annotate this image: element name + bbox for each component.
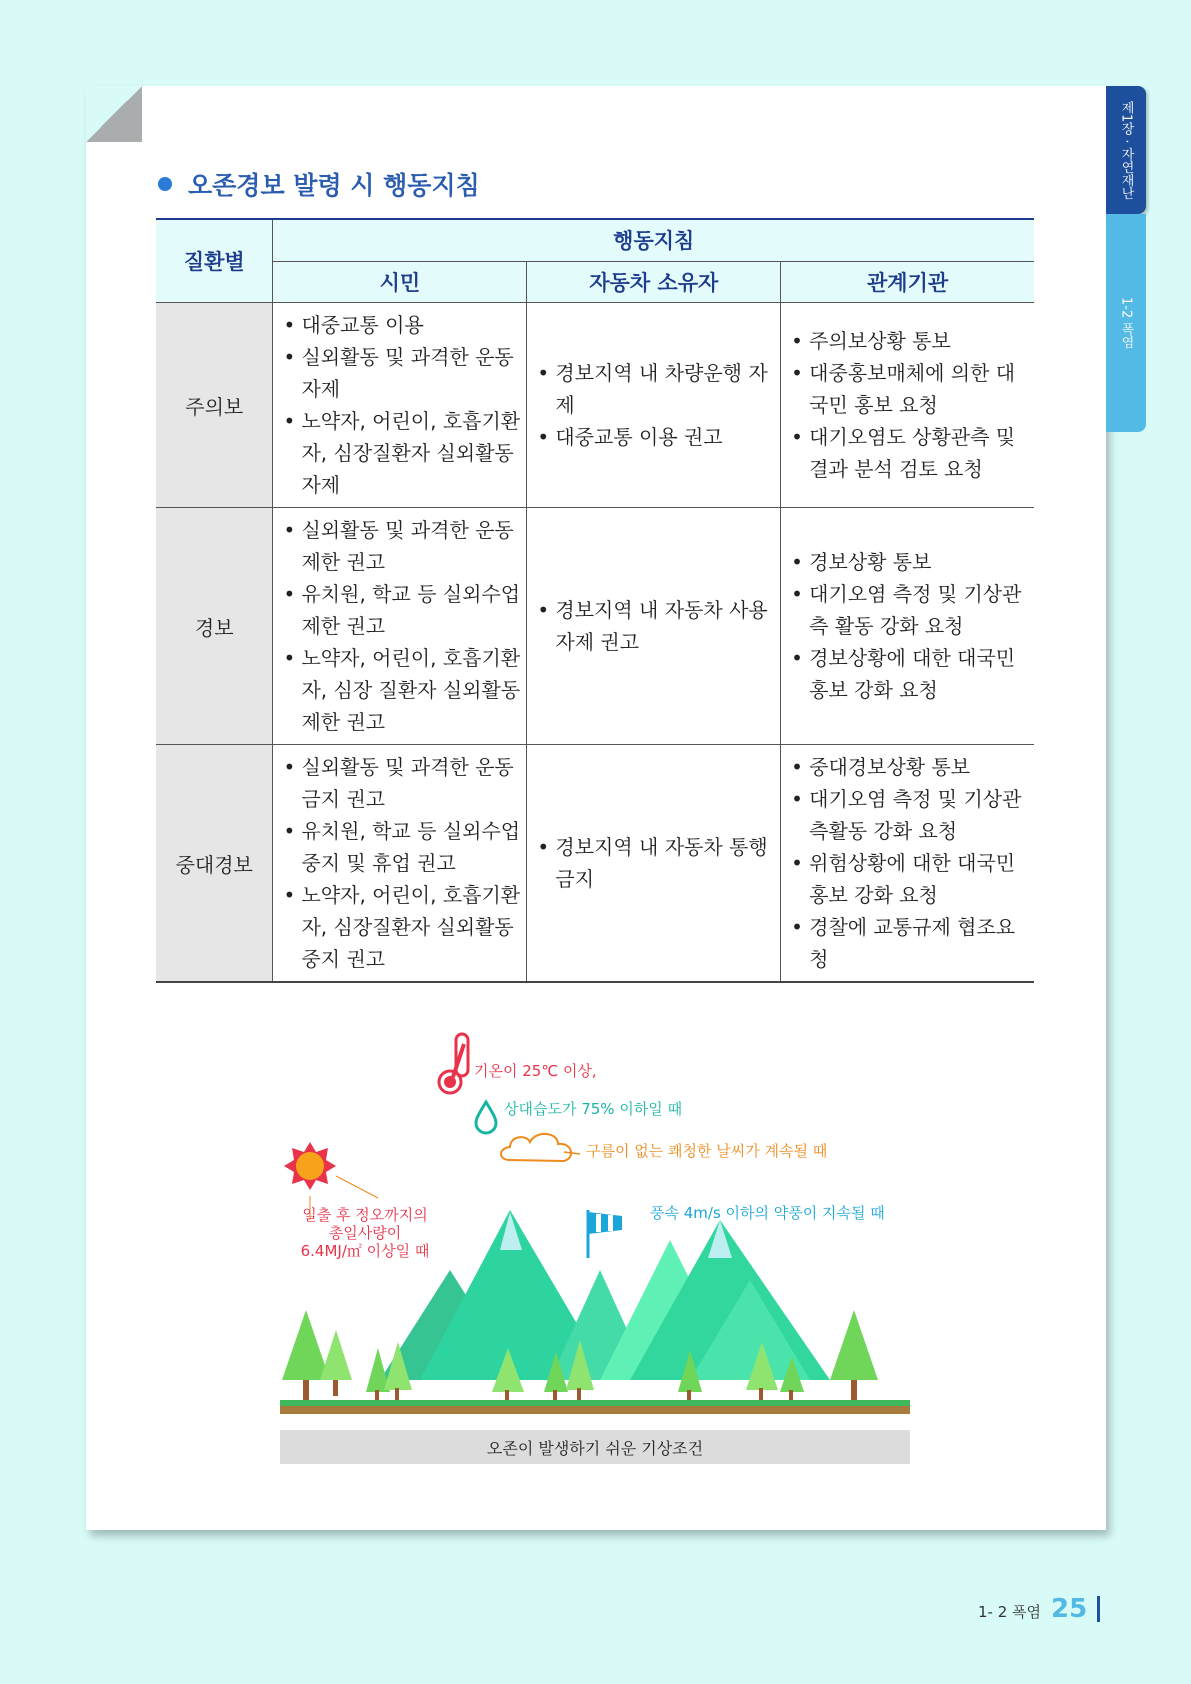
header-car: 자동차 소유자 <box>527 261 781 303</box>
temp-label: 기온이 25℃ 이상, <box>474 1062 597 1080</box>
humidity-label: 상대습도가 75% 이하일 때 <box>504 1100 683 1118</box>
level-cell: 주의보 <box>156 303 273 508</box>
citizen-cell <box>273 745 527 983</box>
list-item: • 실외활동 및 과격한 운동 자제 <box>283 341 520 405</box>
list-item: • 경보상황에 대한 대국민 홍보 강화 요청 <box>791 642 1028 706</box>
bullet-dot-icon <box>158 177 172 191</box>
action-guide-table <box>156 218 1034 983</box>
list-item: • 주의보상황 통보 <box>791 325 1028 357</box>
list-item: • 대기오염 측정 및 기상관측 활동 강화 요청 <box>791 578 1028 642</box>
chapter-tab-label: 제1장 · 자연재난 <box>1118 100 1134 200</box>
car-cell <box>527 745 781 983</box>
section-tab[interactable] <box>1106 214 1146 432</box>
header-citizen: 시민 <box>273 261 527 303</box>
header-level: 질환별 <box>156 219 273 303</box>
sun-label-line1: 일출 후 정오까지의 <box>302 1206 428 1224</box>
car-cell <box>527 508 781 745</box>
list-item: • 경보지역 내 자동차 사용 자제 권고 <box>537 594 774 658</box>
cloud-label: 구름이 없는 쾌청한 날씨가 계속될 때 <box>586 1142 828 1160</box>
citizen-cell <box>273 508 527 745</box>
section-title <box>158 166 480 202</box>
car-cell <box>527 303 781 508</box>
soil-strip <box>280 1406 910 1414</box>
wind-label: 풍속 4m/s 이하의 약풍이 지속될 때 <box>650 1204 885 1222</box>
level-cell: 경보 <box>156 508 273 745</box>
list-item: • 경찰에 교통규제 협조요청 <box>791 911 1028 975</box>
list-item: • 경보지역 내 자동차 통행 금지 <box>537 831 774 895</box>
footer-bar <box>1097 1596 1100 1622</box>
water-drop-icon <box>476 1102 496 1133</box>
thermometer-icon <box>439 1034 468 1093</box>
sun-label-line2: 총일사량이 <box>328 1224 402 1242</box>
list-item: • 대기오염 측정 및 기상관측활동 강화 요청 <box>791 783 1028 847</box>
table-row <box>156 303 1034 508</box>
list-item: • 노약자, 어린이, 호흡기환자, 심장질환자 실외활동 중지 권고 <box>283 879 520 975</box>
list-item: • 대기오염도 상황관측 및 결과 분석 검토 요청 <box>791 421 1028 485</box>
weather-conditions-caption: 오존이 발생하기 쉬운 기상조건 <box>280 1430 910 1464</box>
list-item: • 중대경보상황 통보 <box>791 751 1028 783</box>
list-item: • 경보지역 내 차량운행 자제 <box>537 357 774 421</box>
header-action: 행동지침 <box>273 219 1034 261</box>
list-item: • 유치원, 학교 등 실외수업 제한 권고 <box>283 578 520 642</box>
list-item: • 대중교통 이용 <box>283 309 520 341</box>
windsock-icon <box>588 1210 622 1258</box>
list-item: • 실외활동 및 과격한 운동 금지 권고 <box>283 751 520 815</box>
section-tab-label: 1-2 폭염 <box>1118 297 1134 349</box>
table-row <box>156 508 1034 745</box>
page-number: 25 <box>1051 1594 1088 1624</box>
page-footer <box>978 1594 1100 1624</box>
weather-illustration <box>270 1030 930 1470</box>
level-cell: 중대경보 <box>156 745 273 983</box>
list-item: • 대중교통 이용 권고 <box>537 421 774 453</box>
citizen-cell <box>273 303 527 508</box>
list-item: • 노약자, 어린이, 호흡기환자, 심장 질환자 실외활동 제한 권고 <box>283 642 520 738</box>
sun-label-line3: 6.4MJ/㎡ 이상일 때 <box>300 1242 430 1260</box>
header-agency: 관계기관 <box>781 261 1034 303</box>
list-item: • 노약자, 어린이, 호흡기환자, 심장질환자 실외활동 자제 <box>283 405 520 501</box>
sun-label <box>270 1206 460 1260</box>
list-item: • 위험상황에 대한 대국민 홍보 강화 요청 <box>791 847 1028 911</box>
cloud-icon <box>501 1134 571 1161</box>
agency-cell <box>781 303 1034 508</box>
list-item: • 유치원, 학교 등 실외수업 중지 및 휴업 권고 <box>283 815 520 879</box>
footer-section: 1- 2 폭염 <box>978 1603 1042 1621</box>
chapter-tab[interactable] <box>1106 86 1146 214</box>
table-row <box>156 745 1034 983</box>
list-item: • 경보상황 통보 <box>791 546 1028 578</box>
grass-strip <box>280 1400 910 1406</box>
agency-cell <box>781 508 1034 745</box>
list-item: • 실외활동 및 과격한 운동 제한 권고 <box>283 514 520 578</box>
section-title-text: 오존경보 발령 시 행동지침 <box>188 171 480 200</box>
page-fold-corner <box>86 86 142 142</box>
list-item: • 대중홍보매체에 의한 대국민 홍보 요청 <box>791 357 1028 421</box>
agency-cell <box>781 745 1034 983</box>
